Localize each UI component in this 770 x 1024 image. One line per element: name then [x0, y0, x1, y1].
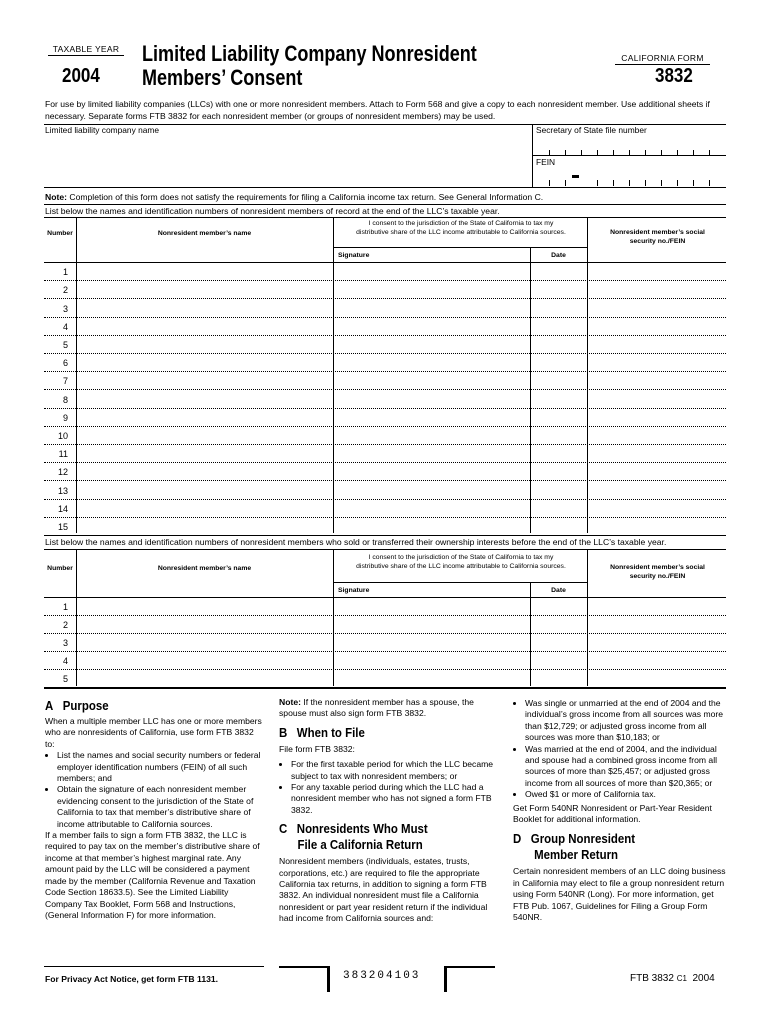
section-d-body: Certain nonresident members of an LLC doing business in California may elect to file a group nonresident return using Form 540NR (Long). For more information, get FTB Pub. 1067, Guidelines for Filing a Group Form 540NR.	[513, 866, 726, 923]
table2-signature-cell[interactable]	[334, 616, 530, 632]
table1-ssn-cell[interactable]	[588, 336, 726, 352]
table1-ssn-cell[interactable]	[588, 500, 726, 516]
table1-date-cell[interactable]	[531, 354, 587, 370]
table2-name-cell[interactable]	[77, 634, 333, 650]
spouse-note	[279, 697, 494, 720]
table1-row-number: 8	[62, 394, 68, 405]
table1-date-cell[interactable]	[531, 445, 587, 461]
table2-col-number: Number	[47, 565, 73, 572]
table1-signature-cell[interactable]	[334, 354, 530, 370]
section-c-letter: C	[279, 821, 288, 837]
table1-name-cell[interactable]	[77, 354, 333, 370]
table1-name-cell[interactable]	[77, 299, 333, 315]
table1-signature-cell[interactable]	[334, 500, 530, 516]
section-d-heading	[513, 831, 700, 863]
section-c-heading	[279, 821, 468, 853]
table1-signature-cell[interactable]	[334, 518, 530, 534]
section-b-p1: File form FTB 3832:	[279, 743, 355, 754]
table1-ssn-cell[interactable]	[588, 409, 726, 425]
table1-signature-cell[interactable]	[334, 336, 530, 352]
section-b-bullet2: • For any taxable period during which the LLC had a nonresident member who has not signed a form FTB 3832.	[291, 782, 494, 816]
table1-row-number: 10	[57, 431, 68, 441]
table2-row-number: 1	[62, 602, 68, 612]
section-a-bullet1: • List the names and social security numbers or federal employer identification numbers (FEIN) of all such members; and	[57, 750, 265, 784]
table1-date-cell[interactable]	[531, 390, 587, 406]
table1-name-cell[interactable]	[77, 318, 333, 334]
table1-date-cell[interactable]	[531, 518, 587, 534]
table2-signature-cell[interactable]	[334, 598, 530, 614]
table1-name-cell[interactable]	[77, 518, 333, 534]
table2-name-cell[interactable]	[77, 598, 333, 614]
table1-signature-cell[interactable]	[334, 372, 530, 388]
table2-col-name: Nonresident member’s name	[157, 565, 252, 572]
form-title-line1: Limited Liability Company Nonresident	[142, 41, 477, 66]
section-a-bullet2: • Obtain the signature of each nonresident member evidencing consent to the jurisdiction of the State of California to tax that member’s distributive share of income attributable to California sources.	[57, 784, 265, 830]
table1-row-number: 3	[62, 303, 68, 314]
table1-row-number: 11	[58, 449, 68, 460]
privacy-notice: For Privacy Act Notice, get form FTB 1131.	[45, 974, 219, 984]
table1-col-name: Nonresident member’s name	[157, 230, 252, 237]
section-c-body: Nonresident members (individuals, estates, trusts, corporations, etc.) are required to file the appropriate California tax returns, in addition to signing a form FTB 3832. An individual nonresident must file a California nonresident or part year resident return if the individual had income from California sources and:	[279, 856, 488, 924]
table2-col-date: Date	[551, 587, 566, 594]
table1-ssn-cell[interactable]	[588, 518, 726, 534]
table1-name-cell[interactable]	[77, 372, 333, 388]
table2-ssn-cell[interactable]	[588, 652, 726, 668]
table1-col-ssn: Nonresident member’s social security no./FEIN	[610, 229, 705, 245]
table1-signature-cell[interactable]	[334, 299, 530, 315]
table1-ssn-cell[interactable]	[588, 427, 726, 443]
table2-row-number: 2	[62, 620, 68, 630]
table1-date-cell[interactable]	[531, 263, 587, 279]
table1-date-cell[interactable]	[531, 500, 587, 516]
section-c-title1: Nonresidents Who Must	[296, 821, 428, 837]
table1-name-cell[interactable]	[77, 390, 333, 406]
spouse-note-text: If the nonresident member has a spouse, the spouse must also sign form FTB 3832.	[279, 697, 474, 719]
section-a-p1: When a multiple member LLC has one or more members who are nonresidents of California, use form FTB 3832 to:	[45, 716, 262, 749]
table1-signature-cell[interactable]	[334, 445, 530, 461]
table2-signature-cell[interactable]	[334, 652, 530, 668]
form-number: 3832	[655, 65, 693, 87]
note-label: Note:	[45, 192, 67, 202]
tax-year: 2004	[62, 65, 100, 87]
table1-date-cell[interactable]	[531, 409, 587, 425]
table2-date-cell[interactable]	[531, 616, 587, 632]
table1-ssn-cell[interactable]	[588, 390, 726, 406]
table1-date-cell[interactable]	[531, 336, 587, 352]
table1-signature-cell[interactable]	[334, 427, 530, 443]
table1-ssn-cell[interactable]	[588, 372, 726, 388]
table1-name-cell[interactable]	[77, 336, 333, 352]
table1-name-cell[interactable]	[77, 263, 333, 279]
section-a-body	[45, 716, 265, 921]
table2-ssn-cell[interactable]	[588, 634, 726, 650]
table1-name-cell[interactable]	[77, 427, 333, 443]
table1-consent: I consent to the jurisdiction of the State of California to tax my distributive share of the LLC income attributable to California sources.	[356, 220, 566, 236]
section-c-title2: File a California Return	[297, 837, 423, 853]
table2-row-number: 3	[62, 638, 68, 648]
table1-row-number: 1	[62, 267, 68, 278]
table1-ssn-cell[interactable]	[588, 263, 726, 279]
table1-date-cell[interactable]	[531, 427, 587, 443]
section-a-p2: If a member fails to sign a form FTB 3832, the LLC is required to pay tax on the member’s distributive share of income at that member’s highest marginal rate. Any amount paid by the LLC will be considered a payment made by the member (California Revenue and Taxation Code Section 18633.5). See the Limited Liability Company Tax Booklet, Form 568 and Instructions, (General Information F) for more information.	[45, 830, 260, 920]
table1-signature-cell[interactable]	[334, 390, 530, 406]
section-c-continued	[513, 698, 726, 825]
california-form-label: CALIFORNIA FORM	[615, 53, 710, 65]
table1-row-number: 4	[62, 321, 68, 332]
table1-row-number: 7	[62, 376, 68, 387]
section-b-letter: B	[279, 724, 288, 740]
table1-row-number: 14	[57, 503, 68, 514]
footer-revision: C1	[676, 974, 687, 983]
table1-date-cell[interactable]	[531, 318, 587, 334]
table1-ssn-cell[interactable]	[588, 445, 726, 461]
table1-name-cell[interactable]	[77, 463, 333, 479]
section-c-bullet1: • Was single or unmarried at the end of 2004 and the individual’s gross income from all sources was more than $12,729; or adjusted gross income from all sources was more than $10,183; or	[525, 698, 726, 744]
form-id-footer	[630, 973, 715, 984]
table2-name-cell[interactable]	[77, 652, 333, 668]
table2-ssn-cell[interactable]	[588, 598, 726, 614]
section-d-title2: Member Return	[534, 847, 619, 863]
table1-ssn-cell[interactable]	[588, 481, 726, 497]
table1-name-cell[interactable]	[77, 281, 333, 297]
table2-consent: I consent to the jurisdiction of the State of California to tax my distributive share of the LLC income attributable to California sources.	[356, 554, 566, 570]
form-title	[142, 42, 477, 90]
table1-col-number: Number	[47, 230, 73, 237]
section-a-letter: A	[45, 698, 54, 713]
table1-row-number: 5	[62, 340, 68, 350]
table2-ssn-cell[interactable]	[588, 616, 726, 632]
barcode-bracket-left	[279, 966, 330, 992]
column-3	[513, 698, 726, 924]
section-c-bullet3: • Owed $1 or more of California tax.	[525, 789, 726, 800]
section-b-bullet1: • For the first taxable period for which the LLC became subject to tax with nonresident members; or	[291, 759, 494, 782]
section-d-title1: Group Nonresident	[530, 831, 636, 847]
table2-col-signature: Signature	[338, 587, 370, 594]
table1-row-number: 12	[57, 467, 68, 478]
table2-date-cell[interactable]	[531, 634, 587, 650]
table1-date-cell[interactable]	[531, 299, 587, 315]
table2-name-cell[interactable]	[77, 670, 333, 686]
table1-name-cell[interactable]	[77, 500, 333, 516]
section-a	[45, 698, 265, 921]
table2-ssn-cell[interactable]	[588, 670, 726, 686]
table2-date-cell[interactable]	[531, 670, 587, 686]
section-c-p2: Get Form 540NR Nonresident or Part-Year Resident Booklet for additional information.	[513, 802, 712, 825]
table1-ssn-cell[interactable]	[588, 318, 726, 334]
taxable-year-label: TAXABLE YEAR	[48, 44, 124, 56]
table1-ssn-cell[interactable]	[588, 354, 726, 370]
form-title-line2: Members’ Consent	[142, 65, 303, 90]
column-2	[279, 697, 494, 925]
section-c-bullet2: • Was married at the end of 2004, and the individual and spouse had a combined gross income from all sources of more than $25,457; or adjusted gross income from all sources of more than $20,365; or	[525, 744, 726, 790]
table2-signature-cell[interactable]	[334, 670, 530, 686]
barcode-bracket-right	[444, 966, 495, 992]
section-b-body	[279, 744, 494, 816]
fein-label: FEIN	[536, 157, 556, 167]
barcode-number: 383204103	[343, 970, 421, 982]
table2-intro: List below the names and identification numbers of nonresident members who sold or transferred their ownership interests before the end of the LLC’s taxable year.	[45, 537, 667, 547]
table1-ssn-cell[interactable]	[588, 463, 726, 479]
section-b-heading	[279, 725, 468, 741]
table1-ssn-cell[interactable]	[588, 281, 726, 297]
table1-signature-cell[interactable]	[334, 318, 530, 334]
table1-row-number: 6	[62, 358, 68, 369]
note-text: Completion of this form does not satisfy the requirements for filing a California income tax return. See General Information C.	[66, 192, 544, 202]
section-d-letter: D	[513, 831, 522, 847]
spouse-note-label: Note:	[279, 697, 301, 707]
section-a-heading	[45, 698, 239, 714]
table1-name-cell[interactable]	[77, 481, 333, 497]
table1-signature-cell[interactable]	[334, 281, 530, 297]
table2-row-number: 5	[62, 674, 68, 684]
table1-ssn-cell[interactable]	[588, 299, 726, 315]
table1-signature-cell[interactable]	[334, 409, 530, 425]
table1-signature-cell[interactable]	[334, 263, 530, 279]
llc-name-label: Limited liability company name	[45, 125, 160, 135]
note	[45, 192, 725, 202]
table1-col-signature: Signature	[338, 252, 370, 259]
table1-col-date: Date	[551, 252, 566, 259]
table2-date-cell[interactable]	[531, 652, 587, 668]
table1-row-number: 13	[57, 485, 68, 496]
footer-year: 2004	[692, 973, 715, 984]
table1-row-number: 2	[62, 285, 68, 296]
table1-date-cell[interactable]	[531, 481, 587, 497]
table1-date-cell[interactable]	[531, 463, 587, 479]
table1-intro: List below the names and identification numbers of nonresident members of record at the end of the LLC’s taxable year.	[45, 206, 500, 216]
intro-text: For use by limited liability companies (LLCs) with one or more nonresident members. Attach to Form 568 and give a copy to each nonresident member. Use additional sheets if necessary. Separate forms FTB 3832 for each nonresident member (or groups of nonresident members) may be used.	[45, 99, 710, 121]
table2-signature-cell[interactable]	[334, 634, 530, 650]
table1-name-cell[interactable]	[77, 409, 333, 425]
table1-row-number: 15	[57, 522, 68, 532]
section-b-title: When to File	[296, 724, 365, 740]
table2-row-number: 4	[62, 656, 68, 666]
sos-file-number-label: Secretary of State file number	[536, 125, 647, 135]
section-a-title: Purpose	[62, 698, 109, 713]
table1-signature-cell[interactable]	[334, 481, 530, 497]
table2-col-ssn: Nonresident member’s social security no./FEIN	[610, 564, 705, 580]
table1-date-cell[interactable]	[531, 372, 587, 388]
table2-name-cell[interactable]	[77, 616, 333, 632]
table2-date-cell[interactable]	[531, 598, 587, 614]
footer-form-id: FTB 3832	[630, 973, 674, 984]
llc-name-field[interactable]	[45, 136, 532, 186]
table1-row-number: 9	[62, 412, 68, 423]
table1-name-cell[interactable]	[77, 445, 333, 461]
table1-date-cell[interactable]	[531, 281, 587, 297]
table1-signature-cell[interactable]	[334, 463, 530, 479]
